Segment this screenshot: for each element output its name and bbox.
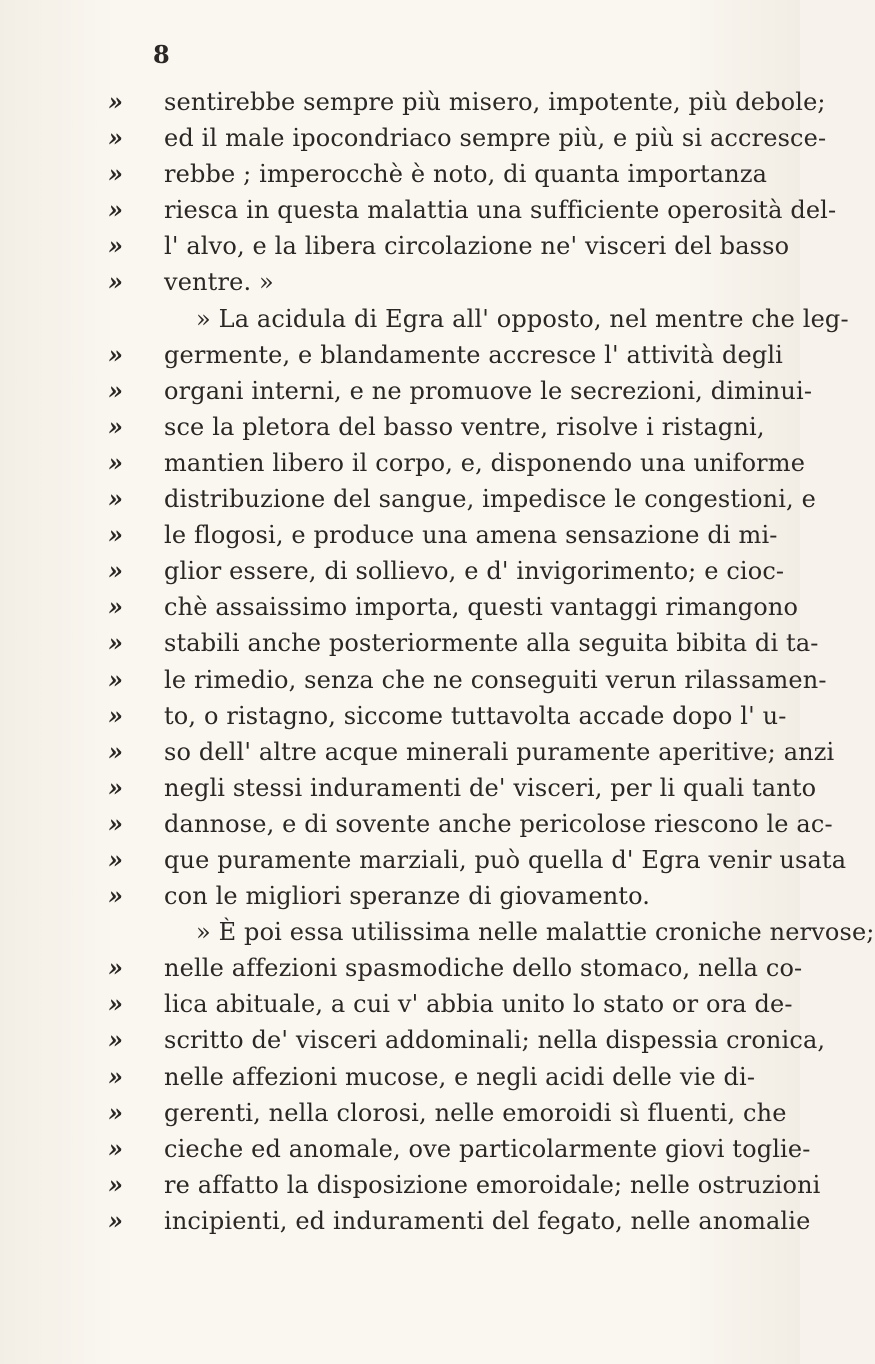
line-text: sentirebbe sempre più misero, impotente, più debole; — [164, 88, 826, 116]
quote-mark: » — [108, 447, 123, 477]
text-line — [108, 1022, 826, 1058]
text-line — [108, 373, 813, 409]
body-text — [108, 84, 875, 1239]
quote-mark: » — [108, 989, 123, 1019]
quote-mark: » — [108, 231, 123, 261]
quote-mark: » — [108, 556, 123, 586]
text-line — [108, 337, 788, 373]
text-line — [108, 1131, 811, 1167]
text-line — [108, 914, 875, 950]
line-text: so dell' altre acque minerali puramente aperitive; anzi — [164, 737, 835, 766]
line-text: glior essere, di sollievo, e d' invigorimento; e cioc- — [164, 557, 785, 586]
quote-mark: » — [108, 953, 123, 983]
quote-mark: » — [108, 592, 123, 622]
text-line — [108, 698, 788, 734]
quote-mark: » — [108, 664, 123, 694]
text-line — [108, 662, 827, 698]
quote-mark: » — [108, 700, 123, 730]
line-text: organi interni, e ne promuove le secrezioni, diminui- — [164, 376, 813, 405]
text-line — [108, 120, 827, 156]
text-line — [108, 1167, 821, 1203]
text-line — [108, 192, 837, 228]
text-line — [108, 228, 788, 264]
line-text: que puramente marziali, può quella d' Egra venir usata — [164, 845, 847, 874]
text-line — [108, 625, 819, 661]
text-line — [108, 950, 803, 986]
line-text: scritto de' visceri addominali; nella dispessia cronica, — [164, 1026, 826, 1055]
line-text: gerenti, nella clorosi, nelle emoroidi sì fluenti, che — [164, 1098, 787, 1127]
line-text: » La acidula di Egra all' opposto, nel mentre che leg- — [196, 304, 849, 333]
text-line — [108, 806, 833, 842]
text-line — [108, 301, 849, 337]
text-line — [108, 1095, 788, 1131]
line-text: lica abituale, a cui v' abbia unito lo stato or ora de- — [164, 990, 793, 1019]
quote-mark: » — [108, 195, 123, 225]
text-line — [108, 986, 793, 1022]
text-line — [108, 445, 806, 481]
text-line — [108, 409, 788, 445]
quote-mark: » — [108, 87, 123, 116]
quote-mark: » — [108, 1061, 123, 1091]
text-line — [108, 734, 835, 770]
page-number: 8 — [153, 40, 171, 69]
line-text: nelle affezioni spasmodiche dello stomaco, nella co- — [164, 954, 803, 983]
quote-mark: » — [108, 628, 123, 658]
quote-mark: » — [108, 881, 123, 911]
quote-mark: » — [108, 267, 123, 297]
line-text: riesca in questa malattia una sufficiente operosità del- — [164, 196, 837, 225]
line-text: nelle affezioni mucose, e negli acidi delle vie di- — [164, 1062, 756, 1091]
quote-mark: » — [108, 375, 123, 405]
quote-mark: » — [108, 411, 123, 441]
quote-mark: » — [108, 1025, 123, 1055]
line-text: negli stessi induramenti de' visceri, per li quali tanto — [164, 773, 817, 802]
quote-mark: » — [108, 484, 123, 514]
line-text: le rimedio, senza che ne conseguiti verun rilassamen- — [164, 665, 827, 694]
quote-mark: » — [108, 772, 123, 802]
quote-mark: » — [108, 1169, 123, 1199]
quote-mark: » — [108, 1133, 123, 1163]
quote-mark: » — [108, 339, 123, 369]
text-line — [108, 589, 799, 625]
quote-mark: » — [108, 123, 123, 153]
line-text: dannose, e di sovente anche pericolose riescono le ac- — [164, 809, 833, 838]
line-text: cieche ed anomale, ove particolarmente giovi toglie- — [164, 1134, 811, 1163]
text-line — [108, 84, 826, 120]
line-text: l' alvo, e la libera circolazione ne' visceri del basso — [164, 232, 790, 261]
line-text: ventre. » — [164, 268, 274, 297]
line-text: incipienti, ed induramenti del fegato, nelle anomalie — [164, 1206, 811, 1235]
line-text: re affatto la disposizione emoroidale; nelle ostruzioni — [164, 1170, 821, 1199]
quote-mark: » — [108, 1097, 123, 1127]
line-text: germente, e blandamente accresce l' attività degli — [164, 340, 783, 369]
line-text: stabili anche posteriormente alla seguita bibita di ta- — [164, 629, 819, 658]
text-line — [108, 878, 788, 914]
line-text: ed il male ipocondriaco sempre più, e più si accresce- — [164, 124, 827, 153]
line-text: le flogosi, e produce una amena sensazione di mi- — [164, 521, 778, 550]
line-text: » È poi essa utilissima nelle malattie croniche nervose; — [196, 918, 875, 947]
quote-mark: » — [108, 1205, 123, 1235]
text-line — [108, 264, 788, 300]
line-text: distribuzione del sangue, impedisce le congestioni, e — [164, 485, 816, 514]
text-line — [108, 842, 847, 878]
quote-mark: » — [108, 520, 123, 550]
line-text: con le migliori speranze di giovamento. — [164, 882, 651, 911]
text-line — [108, 517, 788, 553]
line-text: mantien libero il corpo, e, disponendo una uniforme — [164, 448, 806, 477]
text-line — [108, 481, 816, 517]
text-line — [108, 770, 817, 806]
line-text: rebbe ; imperocchè è noto, di quanta importanza — [164, 160, 768, 189]
text-line — [108, 156, 788, 192]
line-text: to, o ristagno, siccome tuttavolta accade dopo l' u- — [164, 701, 787, 730]
quote-mark: » — [108, 736, 123, 766]
text-line — [108, 1059, 788, 1095]
line-text: chè assaissimo importa, questi vantaggi rimangono — [164, 593, 799, 622]
text-line — [108, 553, 788, 589]
text-line — [108, 1203, 811, 1239]
quote-mark: » — [108, 808, 123, 838]
quote-mark: » — [108, 844, 123, 874]
line-text: sce la pletora del basso ventre, risolve i ristagni, — [164, 412, 765, 441]
quote-mark: » — [108, 159, 123, 189]
